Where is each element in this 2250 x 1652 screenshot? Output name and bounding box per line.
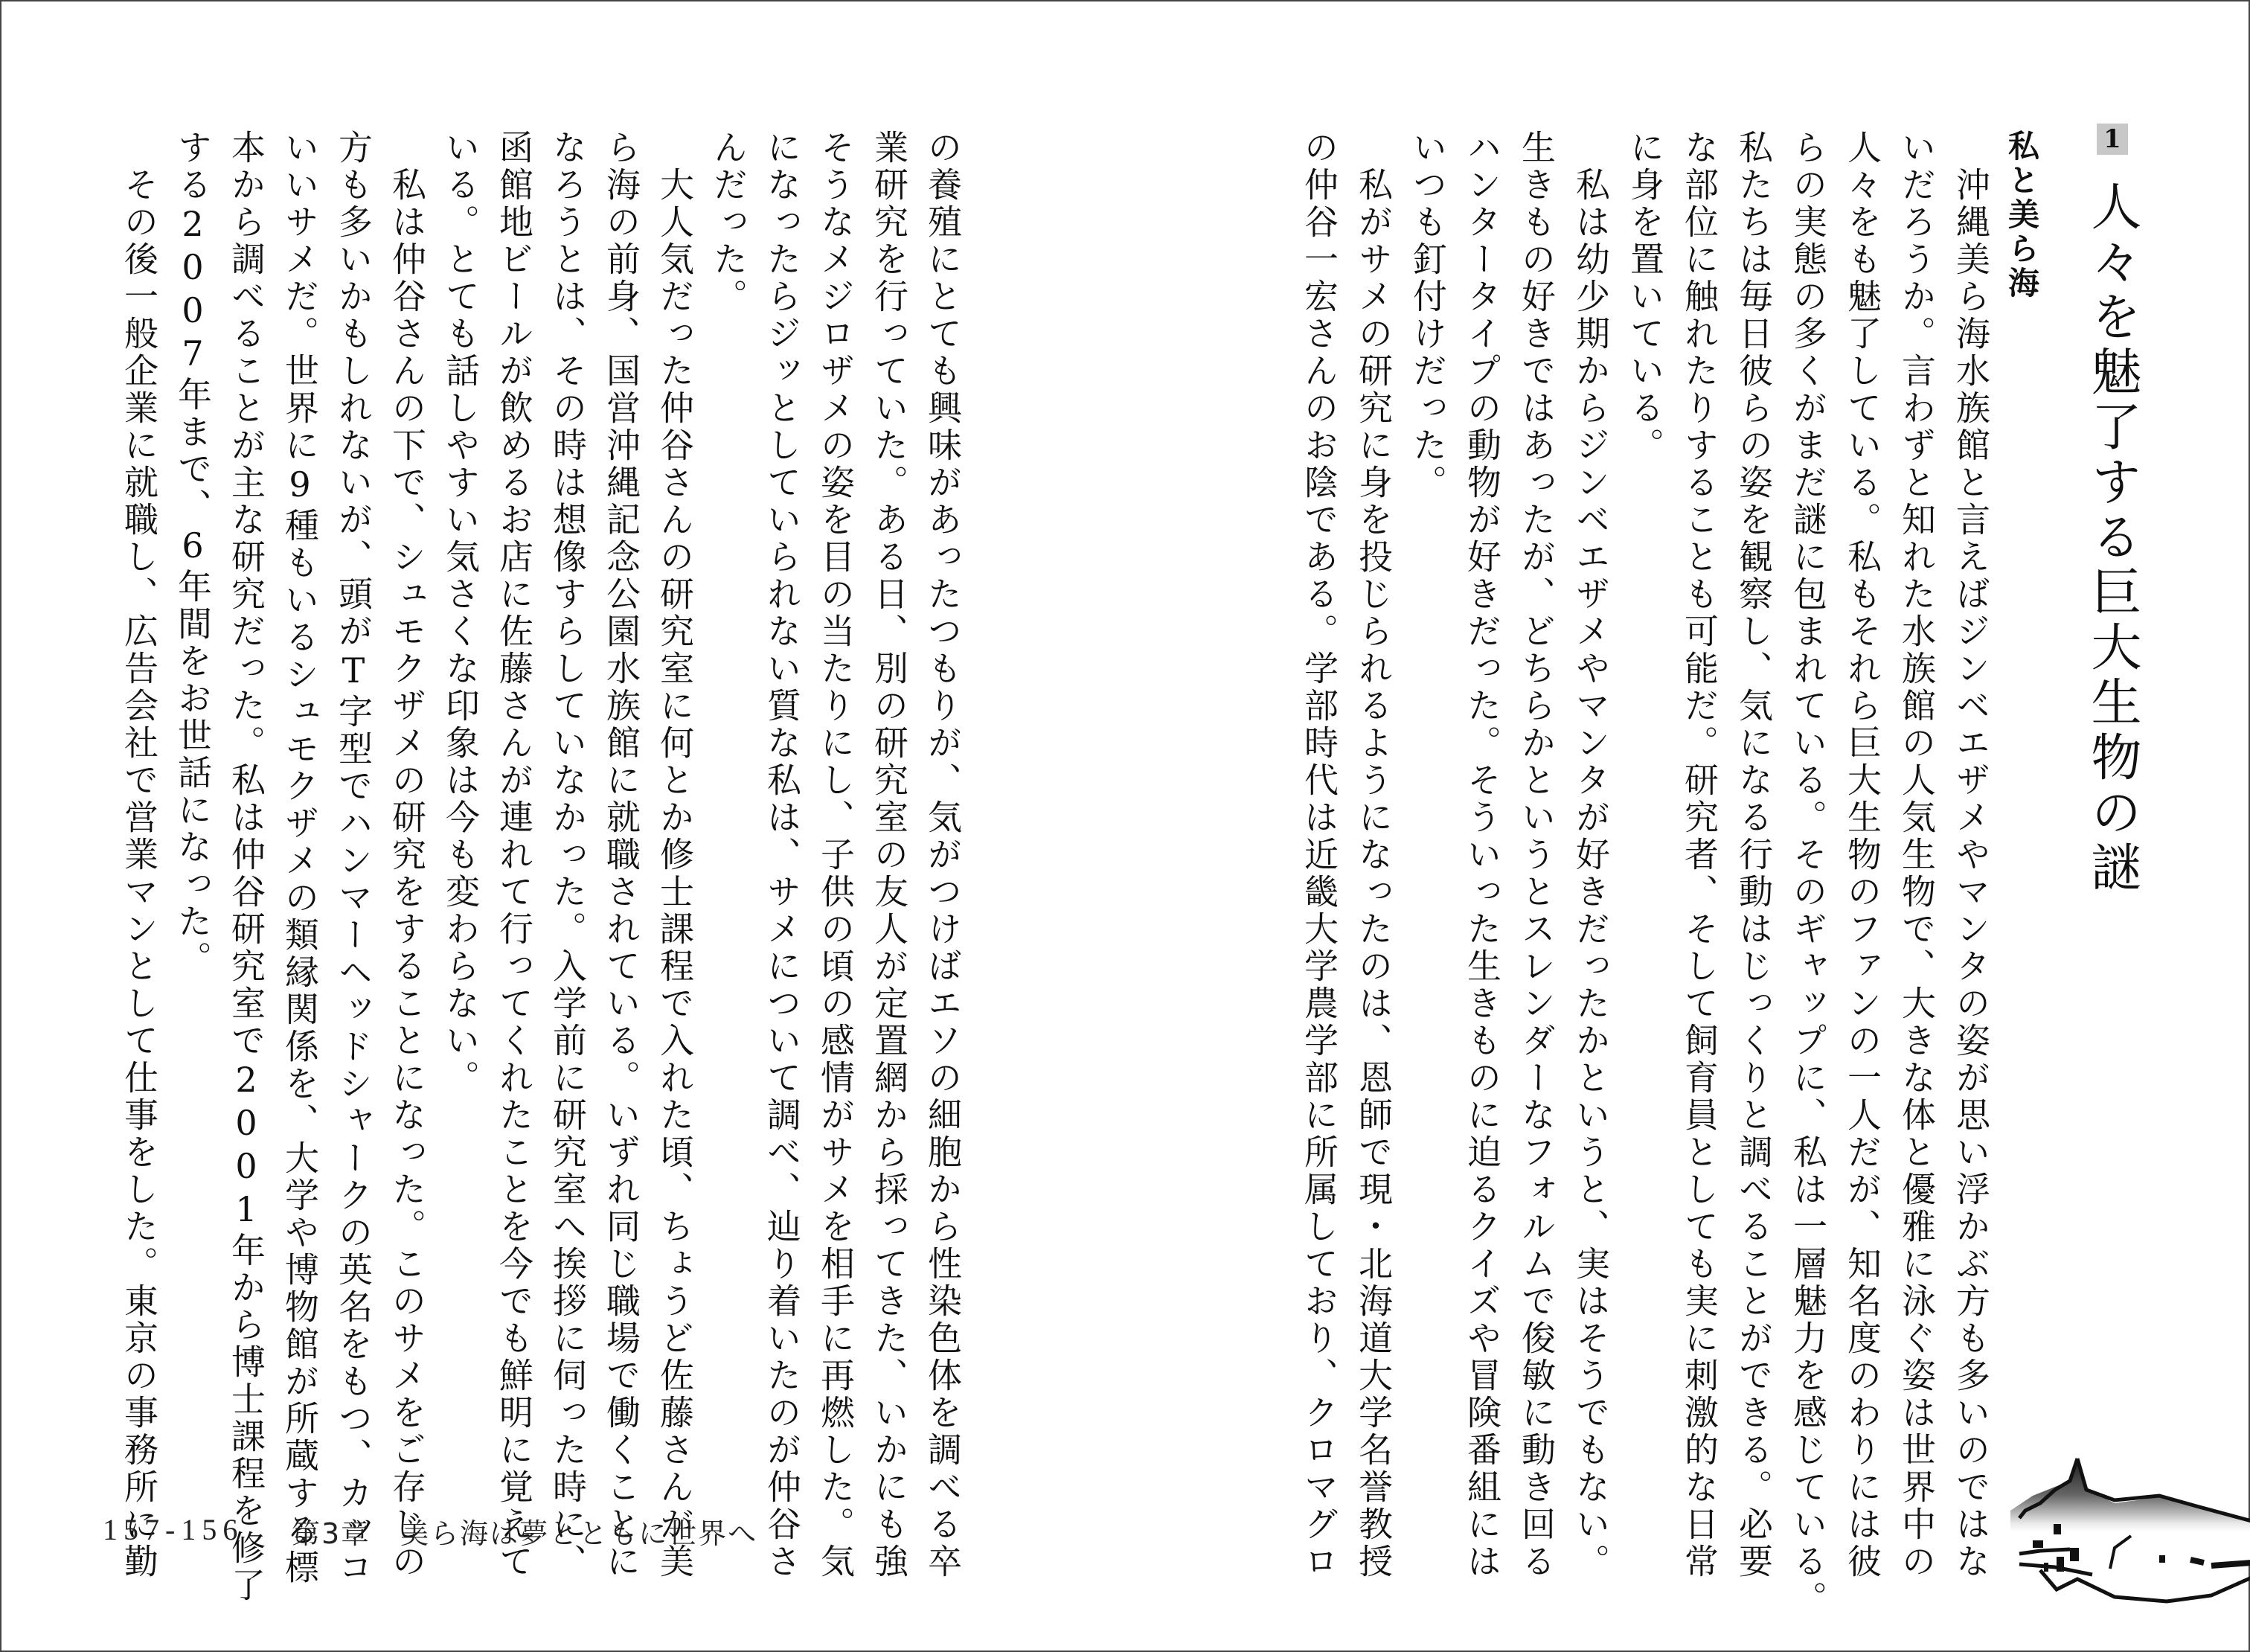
text-column: 大人気だった仲谷さんの研究室に何とか修士課程で入れた頃、ちょうど佐藤さんが美 [655, 129, 695, 1581]
text-column: なろうとは、その時は想像すらしていなかった。入学前に研究室へ挨拶に伺った時に、 [548, 129, 588, 1581]
text-column: 私は幼少期からジンベエザメやマンタが好きだったかというと、実はそうでもない。 [1571, 129, 1611, 1581]
text-column: いる。とても話しやすい気さくな印象は今も変わらない。 [440, 129, 481, 1097]
section-number-badge: 1 [2097, 124, 2128, 155]
text-column: 私は仲谷さんの下で、シュモクザメの研究をすることになった。このサメをご存じの [387, 129, 427, 1581]
text-column: 方も多いかもしれないが、頭がT字型でハンマーヘッドシャークの英名をもつ、カッコ [333, 129, 374, 1587]
text-column: する2007年まで、6年間をお世話になった。 [173, 129, 213, 978]
text-column: そうなメジロザメの姿を目の当たりにし、子供の頃の感情がサメを相手に再燃した。気 [815, 129, 856, 1581]
text-column: らの実態の多くがまだ謎に包まれている。そのギャップに、私は一層魅力を感じている。 [1788, 129, 1828, 1618]
text-column: 私たちは毎日彼らの姿を観察し、気になる行動はじっくりと調べることができる。必要 [1734, 129, 1774, 1581]
text-column: いいサメだ。世界に9種もいるシュモクザメの類縁関係を、大学や博物館が所蔵する標 [280, 129, 320, 1587]
shark-icon [2010, 1429, 2250, 1630]
running-chapter-title: 第3章 美ら海は夢とともに世界へ [292, 1517, 758, 1550]
text-column: 沖縄美ら海水族館と言えばジンベエザメやマンタの姿が思い浮かぶ方も多いのではな [1951, 129, 1991, 1581]
text-column: ら海の前身、国営沖縄記念公園水族館に就職されている。いずれ同じ職場で働くことに [601, 129, 641, 1581]
text-column: 人々をも魅了している。私もそれら巨大生物のファンの一人だが、知名度のわりには彼 [1842, 129, 1882, 1581]
text-column: の仲谷一宏さんのお陰である。学部時代は近畿大学農学部に所属しており、クロマグロ [1299, 129, 1339, 1581]
subheading: 私と美ら海 [2004, 129, 2040, 301]
text-column: 業研究を行っていた。ある日、別の研究室の友人が定置網から採ってきた、いかにも強 [869, 129, 909, 1581]
text-column: になったらジッとしていられない質な私は、サメについて調べ、辿り着いたのが仲谷さ [762, 129, 802, 1581]
text-column: 私がサメの研究に身を投じられるようになったのは、恩師で現・北海道大学名誉教授 [1353, 129, 1394, 1581]
text-column: 生きもの好きではあったが、どちらかというとスレンダーなフォルムで俊敏に動き回る [1516, 129, 1557, 1581]
text-column: の養殖にとても興味があったつもりが、気がつけばエソの細胞から性染色体を調べる卒 [923, 129, 963, 1581]
text-column: に身を置いている。 [1625, 129, 1665, 464]
text-column: な部位に触れたりすることも可能だ。研究者、そして飼育員としても実に刺激的な日常 [1679, 129, 1719, 1581]
text-column: 函館地ビールが飲めるお店に佐藤さんが連れて行ってくれたことを今でも鮮明に覚えて [494, 129, 534, 1581]
text-column: いだろうか。言わずと知れた水族館の人気生物で、大きな体と優雅に泳ぐ姿は世界中の [1897, 129, 1937, 1581]
text-column: ハンタータイプの動物が好きだった。そういった生きものに迫るクイズや冒険番組には [1462, 129, 1502, 1581]
text-column: 本から調べることが主な研究だった。私は仲谷研究室で2001年から博士課程を修了 [226, 129, 266, 1604]
page-numbers: 157-156 [103, 1513, 244, 1546]
text-column: その後一般企業に就職し、広告会社で営業マンとして仕事をした。東京の事務所に勤 [119, 129, 159, 1581]
text-column: いつも釘付けだった。 [1408, 129, 1448, 502]
section-title: 人々を魅了する巨大生物の謎 [2083, 180, 2141, 896]
text-column: んだった。 [708, 129, 749, 316]
